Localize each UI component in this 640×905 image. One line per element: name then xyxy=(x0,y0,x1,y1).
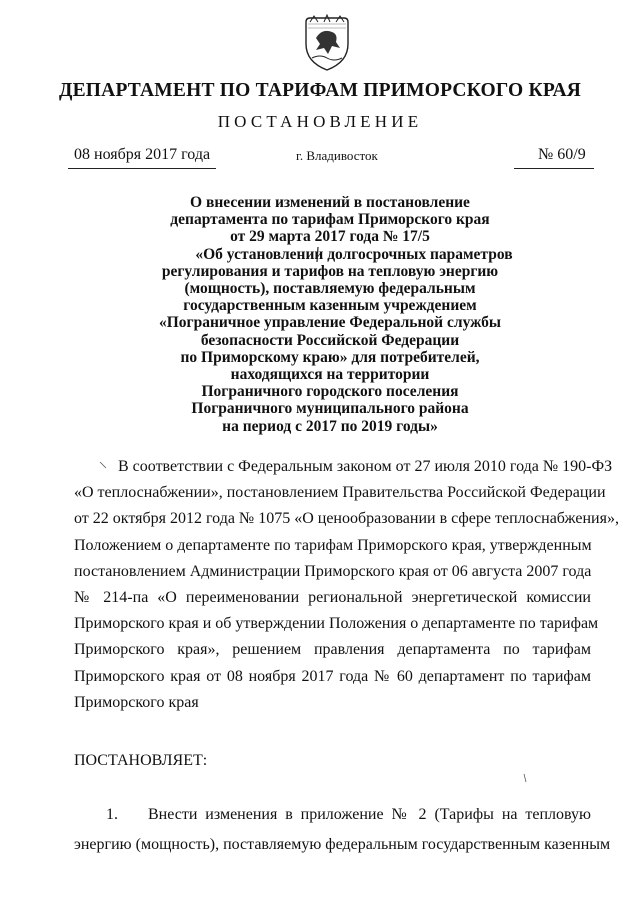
resolution-title xyxy=(140,194,520,435)
title-line: от 29 марта 2017 года № 17/5 xyxy=(230,228,430,246)
title-line: (мощность), поставляемую федеральным xyxy=(184,280,476,298)
body-line: Положением о департаменте по тарифам Приморского края, утвержденным xyxy=(74,536,592,554)
document-number: № 60/9 xyxy=(538,146,586,163)
list-item xyxy=(74,800,611,860)
body-line: от 22 октября 2012 года № 1075 «О ценообразовании в сфере теплоснабжения», xyxy=(74,510,619,528)
title-line: О внесении изменений в постановление xyxy=(190,194,470,211)
title-line: безопасности Российской Федерации xyxy=(200,331,460,349)
title-line: государственным казенным учреждением xyxy=(183,297,477,315)
title-line: на период с 2017 по 2019 годы» xyxy=(222,417,438,435)
title-line: «Пограничное управление Федеральной службы xyxy=(158,314,501,332)
title-line: департамента по тарифам Приморского края xyxy=(170,211,490,229)
number-underline xyxy=(514,168,594,169)
document-type: ПОСТАНОВЛЕНИЕ xyxy=(217,112,423,131)
document-date: 08 ноября 2017 года xyxy=(74,146,211,163)
item-first-line xyxy=(74,800,591,830)
item-text-line1: Внести изменения в приложение № 2 (Тарифы на тепловую xyxy=(148,806,591,823)
coat-of-arms-icon xyxy=(302,14,352,72)
title-line: по Приморскому краю» для потребителей, xyxy=(180,348,480,366)
title-line: Пограничного городского поселения xyxy=(201,383,459,401)
resolves-heading: ПОСТАНОВЛЯЕТ: xyxy=(74,752,208,769)
preamble-paragraph xyxy=(74,454,619,716)
body-line: В соответствии с Федеральным законом от 27 июля 2010 года № 190-ФЗ xyxy=(118,458,613,475)
title-line: регулирования и тарифов на тепловую энергию xyxy=(161,262,499,280)
body-line: № 214-па «О переименовании региональной энергетической комиссии xyxy=(74,589,591,607)
body-line: Приморского края от 08 ноября 2017 года № 60 департамент по тарифам xyxy=(74,667,591,685)
body-line: Приморского края и об утверждении Положения о департаменте по тарифам xyxy=(74,615,599,633)
department-name: ДЕПАРТАМЕНТ ПО ТАРИФАМ ПРИМОРСКОГО КРАЯ xyxy=(58,80,582,101)
item-text-line2: энергию (мощность), поставляемую федеральным государственным казенным xyxy=(74,836,611,853)
title-line: Пограничного муниципального района xyxy=(191,400,469,418)
date-underline xyxy=(68,168,216,169)
body-line: постановлением Администрации Приморского края от 06 августа 2007 года xyxy=(74,562,592,580)
title-line: находящихся на территории xyxy=(230,366,430,384)
item-number: 1. xyxy=(106,806,118,823)
body-line: Приморского края xyxy=(74,693,199,711)
body-line: «О теплоснабжении», постановлением Правительства Российской Федерации xyxy=(74,484,606,502)
document-city: г. Владивосток xyxy=(296,148,378,163)
body-line: Приморского края», решением правления департамента по тарифам xyxy=(74,641,591,659)
title-line: «Об установлении долгосрочных параметров xyxy=(195,245,513,263)
